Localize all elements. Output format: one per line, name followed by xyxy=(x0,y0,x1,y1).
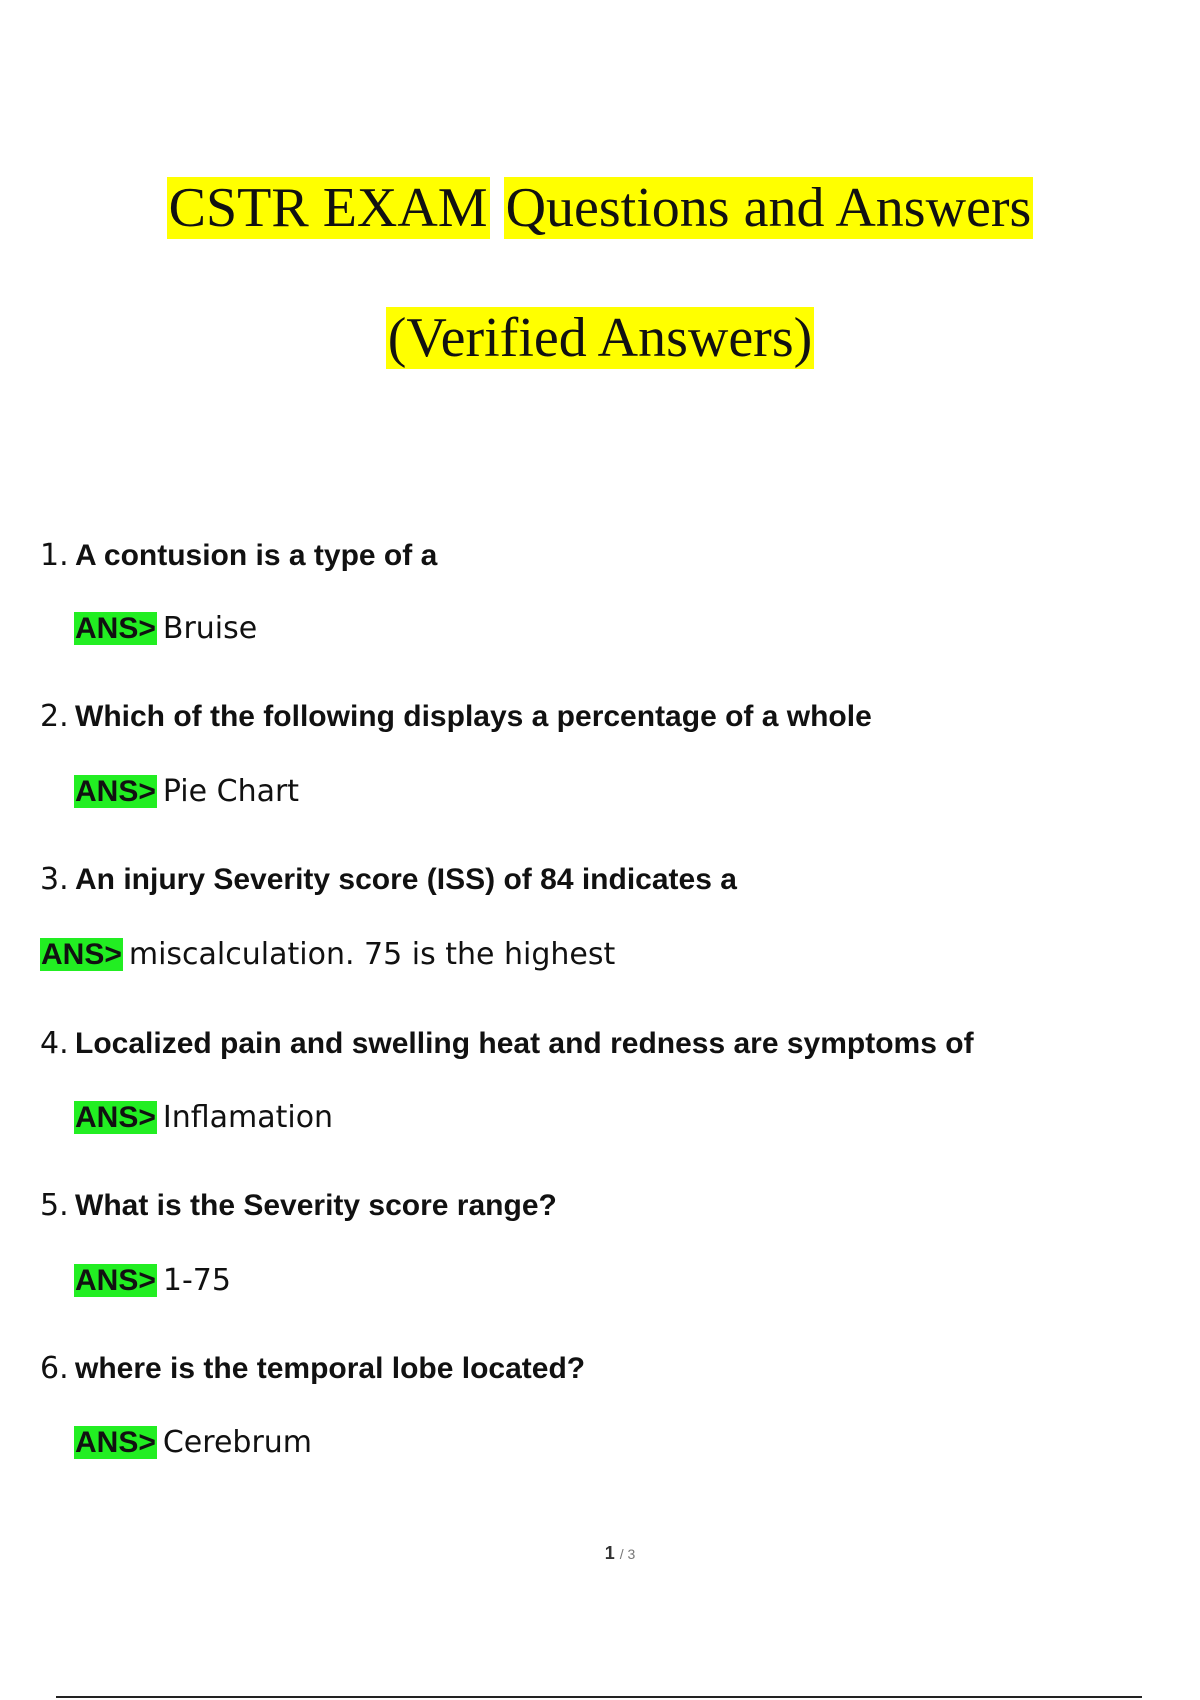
question-number: 5. xyxy=(40,1188,69,1223)
answer-text: miscalculation. 75 is the highest xyxy=(128,937,616,972)
question-6 xyxy=(40,1351,585,1387)
answer-text: 1-75 xyxy=(162,1263,231,1298)
ans-label: ANS> xyxy=(41,938,122,971)
answer-1 xyxy=(74,609,257,649)
bottom-divider xyxy=(56,1696,1142,1698)
ans-label: ANS> xyxy=(75,1264,156,1297)
question-2 xyxy=(40,699,872,735)
question-number: 2. xyxy=(40,699,69,734)
question-number: 3. xyxy=(40,862,69,897)
question-text: where is the temporal lobe located? xyxy=(75,1352,586,1385)
question-3 xyxy=(40,862,737,898)
answer-2 xyxy=(74,772,299,812)
answer-3 xyxy=(40,935,615,975)
answer-6 xyxy=(74,1423,312,1463)
ans-label: ANS> xyxy=(75,1426,156,1459)
question-number: 4. xyxy=(40,1026,69,1061)
answer-text: Inflamation xyxy=(162,1100,334,1135)
question-text: Which of the following displays a percentage of a whole xyxy=(75,700,872,733)
page-indicator xyxy=(0,1543,1200,1564)
answer-4 xyxy=(74,1098,333,1138)
title-part-1: CSTR EXAM xyxy=(168,177,488,239)
page-current: 1 xyxy=(604,1543,615,1563)
answer-text: Bruise xyxy=(162,611,258,646)
page-total: / 3 xyxy=(619,1546,636,1562)
question-1 xyxy=(40,538,437,574)
title-part-2: Questions and Answers xyxy=(505,177,1032,239)
answer-5 xyxy=(74,1261,231,1301)
title-line-2 xyxy=(0,306,1200,370)
question-text: What is the Severity score range? xyxy=(75,1189,557,1222)
question-text: An injury Severity score (ISS) of 84 indicates a xyxy=(75,863,737,896)
answer-text: Cerebrum xyxy=(162,1425,313,1460)
ans-label: ANS> xyxy=(75,1101,156,1134)
question-text: Localized pain and swelling heat and redness are symptoms of xyxy=(75,1027,974,1060)
question-number: 1. xyxy=(40,538,69,573)
ans-label: ANS> xyxy=(75,612,156,645)
title-line-1 xyxy=(0,176,1200,240)
title-subtitle: (Verified Answers) xyxy=(387,307,813,369)
question-number: 6. xyxy=(40,1351,69,1386)
ans-label: ANS> xyxy=(75,775,156,808)
question-4 xyxy=(40,1026,974,1062)
answer-text: Pie Chart xyxy=(162,774,300,809)
question-5 xyxy=(40,1188,557,1224)
question-text: A contusion is a type of a xyxy=(75,539,438,572)
